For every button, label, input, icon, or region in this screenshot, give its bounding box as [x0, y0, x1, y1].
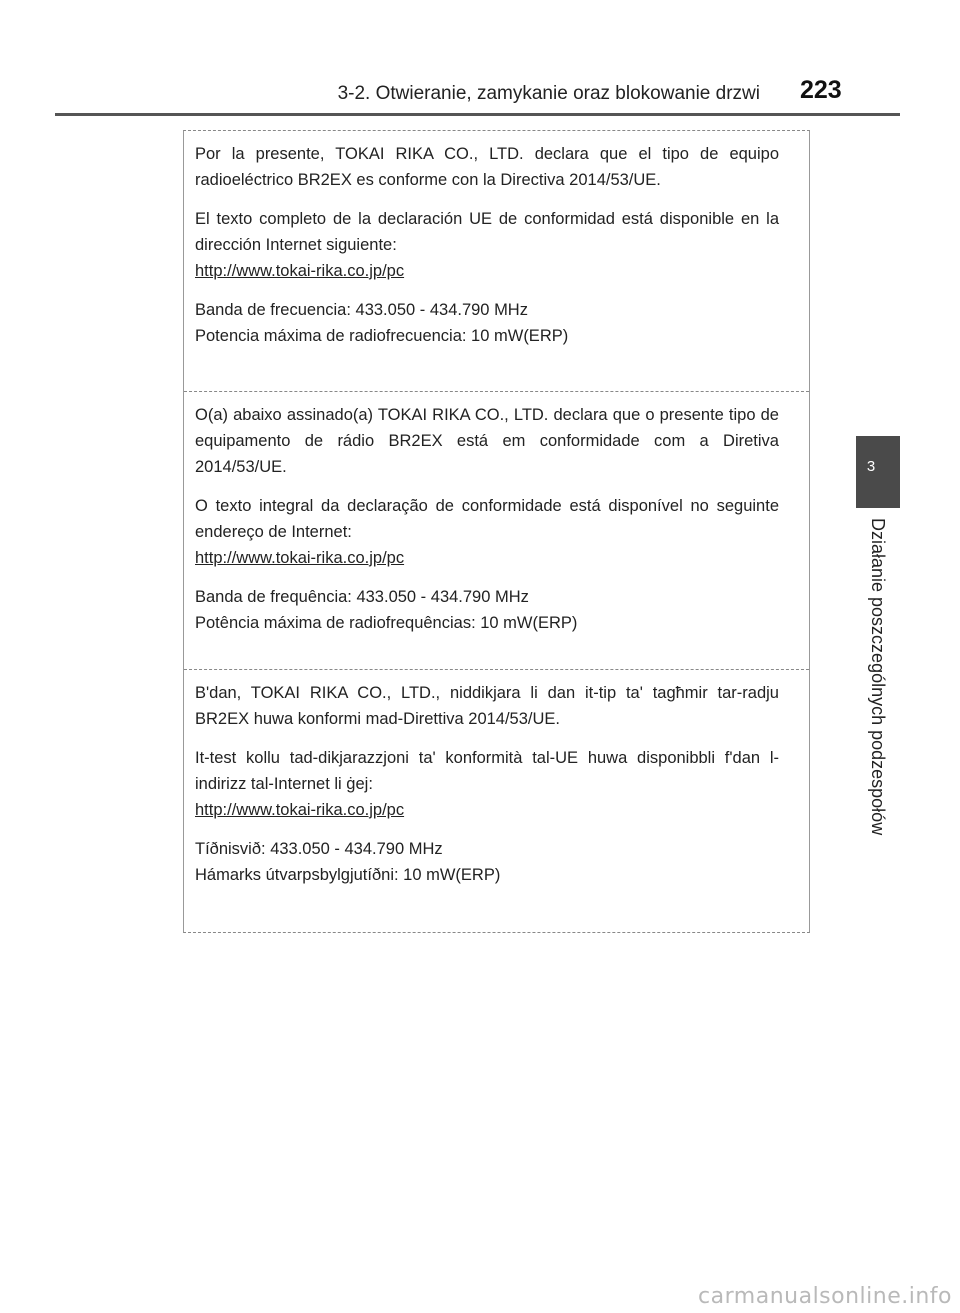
- section-title: 3-2. Otwieranie, zamykanie oraz blokowanie drzwi: [337, 83, 760, 104]
- frequency-text: Banda de frequência: 433.050 - 434.790 MHz: [195, 588, 529, 606]
- power-text: Potência máxima de radiofrequências: 10 mW(ERP): [195, 614, 578, 632]
- chapter-number: 3: [866, 458, 876, 475]
- declaration-box: [183, 130, 810, 933]
- declaration-section-mt: [184, 669, 809, 932]
- spec-block: [195, 297, 779, 349]
- spec-block: [195, 836, 779, 888]
- declaration-text: B'dan, TOKAI RIKA CO., LTD., niddikjara li dan it-tip ta' tagħmir tar-radju BR2EX huwa konformi mad-Direttiva 2014/53/UE.: [195, 684, 779, 728]
- power-text: Hámarks útvarpsbylgjutíðni: 10 mW(ERP): [195, 866, 501, 884]
- page-header: [0, 0, 960, 120]
- chapter-label: Działanie poszczególnych podzespołów: [868, 518, 888, 836]
- header-rule: [55, 113, 900, 116]
- availability-text: El texto completo de la declaración UE de conformidad está disponible en la dirección Internet siguiente:: [195, 210, 779, 254]
- declaration-text: O(a) abaixo assinado(a) TOKAI RIKA CO., LTD. declara que o presente tipo de equipamento de rádio BR2EX está em conformidade com a Diretiva 2014/53/UE.: [195, 406, 779, 476]
- page-number: 223: [800, 76, 842, 104]
- frequency-text: Tíðnisvið: 433.050 - 434.790 MHz: [195, 840, 443, 858]
- availability-text: It-test kollu tad-dikjarazzjoni ta' konformità tal-UE huwa disponibbli f'dan l-indirizz tal-Internet li ġej:: [195, 749, 779, 793]
- declaration-url[interactable]: http://www.tokai-rika.co.jp/pc: [195, 801, 405, 819]
- availability-text: O texto integral da declaração de conformidade está disponível no seguinte endereço de Internet:: [195, 497, 779, 541]
- declaration-text: Por la presente, TOKAI RIKA CO., LTD. declara que el tipo de equipo radioeléctrico BR2EX es conforme con la Directiva 2014/53/UE.: [195, 145, 779, 189]
- power-text: Potencia máxima de radiofrecuencia: 10 mW(ERP): [195, 327, 569, 345]
- spec-block: [195, 584, 779, 636]
- declaration-section-pt: [184, 391, 809, 669]
- declaration-section-es: [184, 131, 809, 391]
- frequency-text: Banda de frecuencia: 433.050 - 434.790 MHz: [195, 301, 528, 319]
- declaration-url[interactable]: http://www.tokai-rika.co.jp/pc: [195, 549, 405, 567]
- declaration-url[interactable]: http://www.tokai-rika.co.jp/pc: [195, 262, 405, 280]
- watermark: carmanualsonline.info: [698, 1284, 952, 1309]
- chapter-tab: [856, 436, 900, 508]
